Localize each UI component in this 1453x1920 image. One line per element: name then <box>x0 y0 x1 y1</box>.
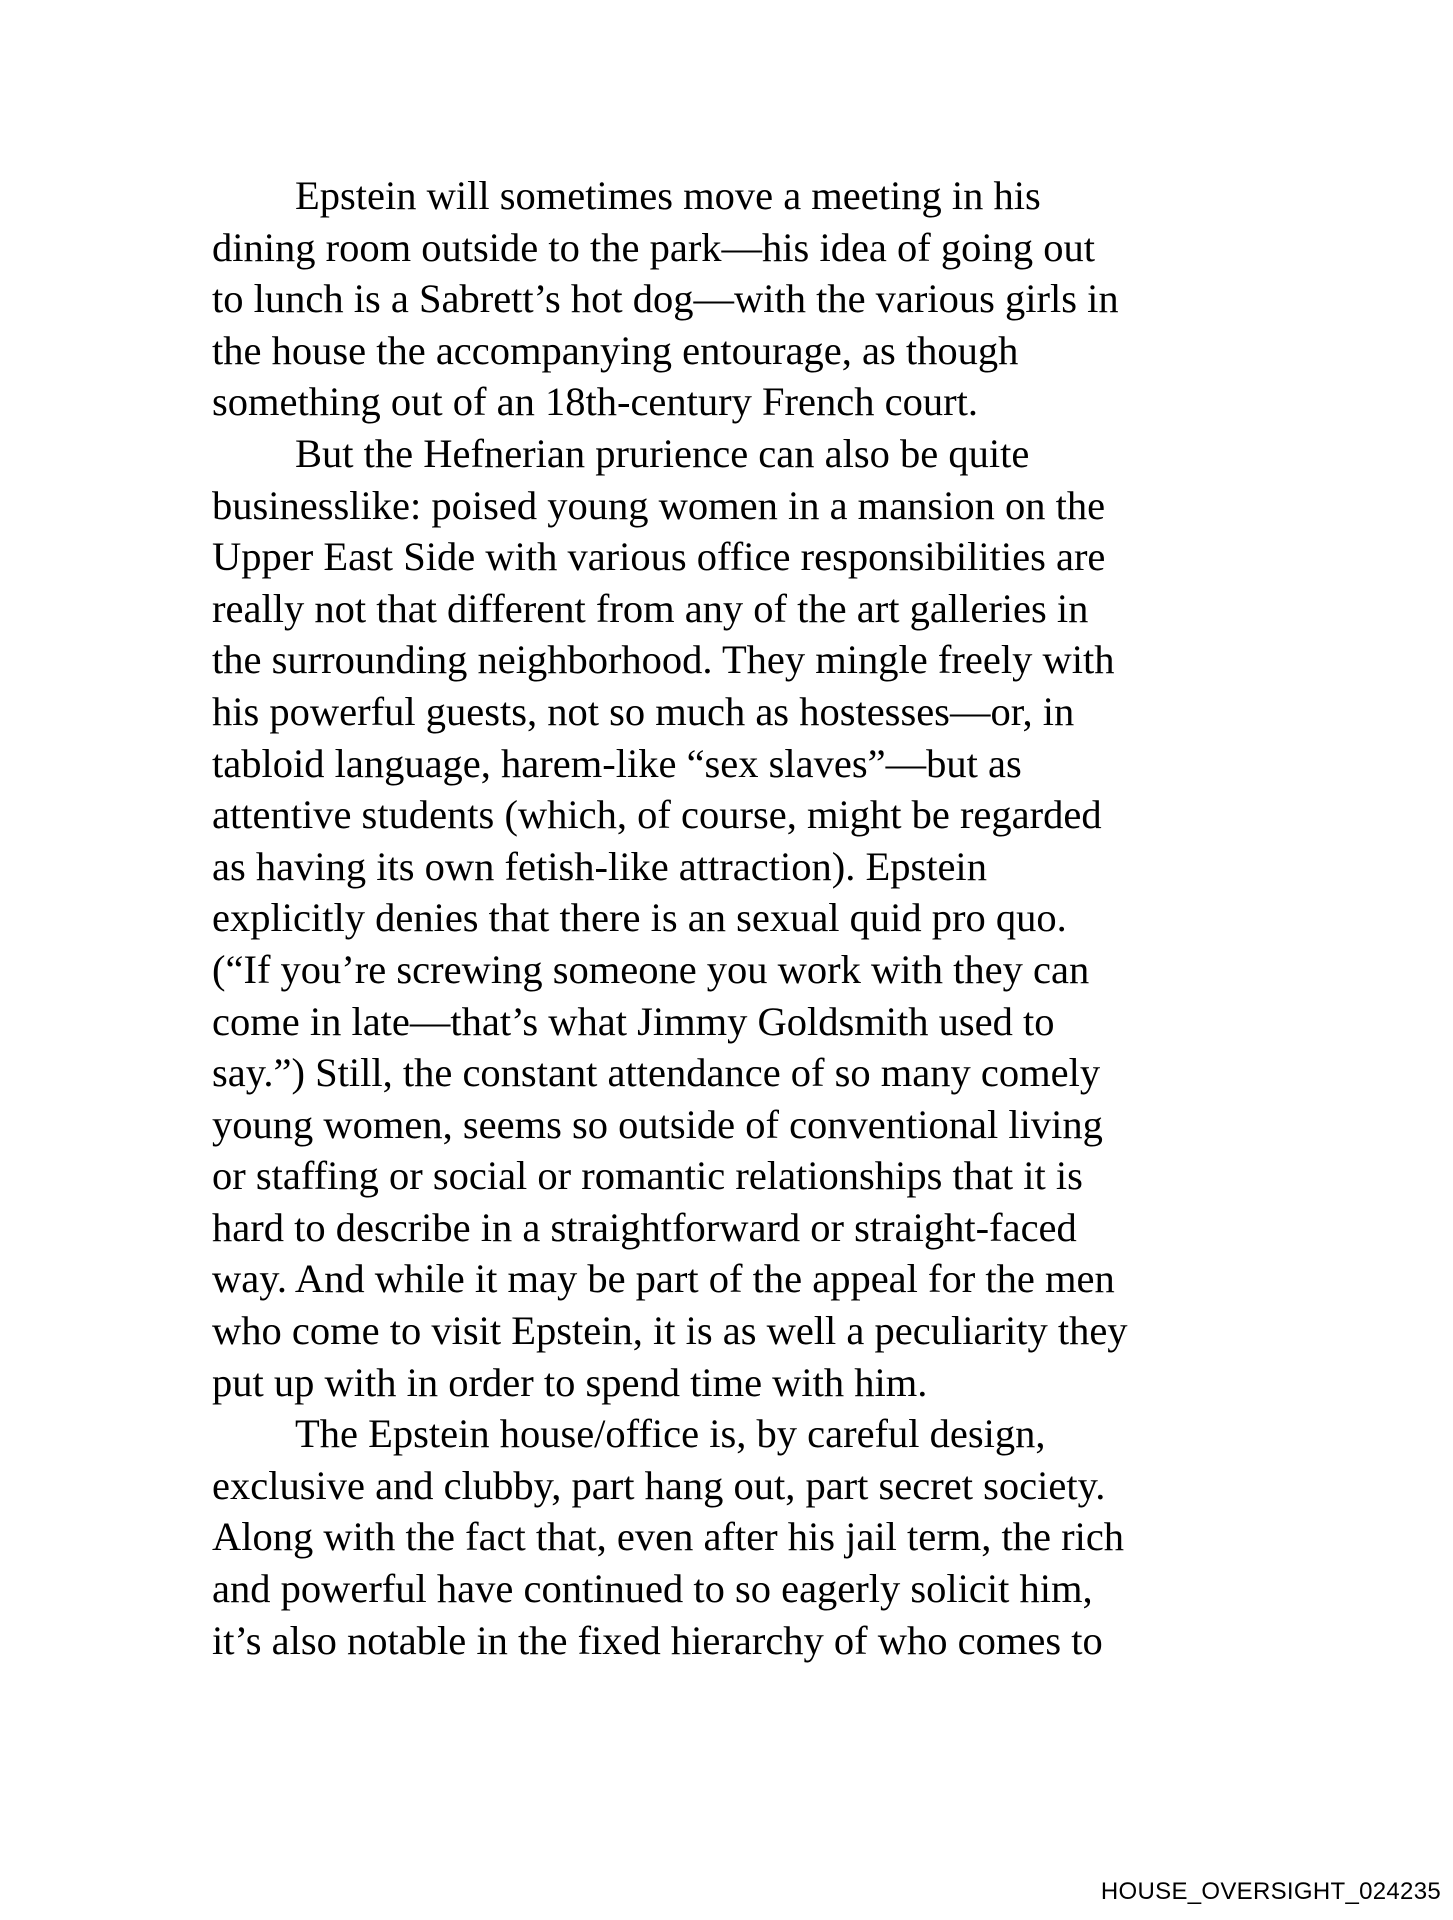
text-line: to lunch is a Sabrett’s hot dog—with the various girls in <box>212 276 1119 322</box>
paragraph <box>212 1408 1252 1666</box>
text-line: exclusive and clubby, part hang out, part secret society. <box>212 1462 1106 1508</box>
text-line: put up with in order to spend time with him. <box>212 1359 928 1405</box>
text-line: (“If you’re screwing someone you work with they can <box>212 946 1090 992</box>
text-line: way. And while it may be part of the appeal for the men <box>212 1256 1115 1302</box>
text-line: dining room outside to the park—his idea of going out <box>212 224 1096 270</box>
text-line: really not that different from any of the art galleries in <box>212 585 1089 631</box>
text-line: hard to describe in a straightforward or straight-faced <box>212 1204 1077 1250</box>
text-line: or staffing or social or romantic relationships that it is <box>212 1153 1083 1199</box>
text-line: the surrounding neighborhood. They mingle freely with <box>212 637 1115 683</box>
text-line: and powerful have continued to so eagerly solicit him, <box>212 1566 1093 1612</box>
text-line: come in late—that’s what Jimmy Goldsmith used to <box>212 998 1055 1044</box>
text-line: young women, seems so outside of conventional living <box>212 1101 1103 1147</box>
text-line: it’s also notable in the fixed hierarchy of who comes to <box>212 1617 1103 1663</box>
text-line: who come to visit Epstein, it is as well a peculiarity they <box>212 1308 1128 1354</box>
text-line: the house the accompanying entourage, as though <box>212 327 1019 373</box>
text-line: explicitly denies that there is an sexual quid pro quo. <box>212 895 1067 941</box>
text-line: tabloid language, harem-like “sex slaves”—but as <box>212 740 1022 786</box>
text-line: businesslike: poised young women in a mansion on the <box>212 482 1106 528</box>
text-line: Upper East Side with various office responsibilities are <box>212 534 1106 580</box>
document-id-stamp: HOUSE_OVERSIGHT_024235 <box>1100 1878 1441 1905</box>
paragraph <box>212 428 1252 1408</box>
text-line: say.”) Still, the constant attendance of so many comely <box>212 1050 1101 1096</box>
text-line: Along with the fact that, even after his jail term, the rich <box>212 1514 1125 1560</box>
text-line: The Epstein house/office is, by careful design, <box>295 1411 1046 1457</box>
text-line: something out of an 18th-century French court. <box>212 379 978 425</box>
text-line: as having its own fetish-like attraction). Epstein <box>212 843 987 889</box>
text-line: his powerful guests, not so much as hostesses—or, in <box>212 688 1075 734</box>
text-line: attentive students (which, of course, might be regarded <box>212 792 1102 838</box>
text-line: Epstein will sometimes move a meeting in his <box>295 173 1041 218</box>
paragraph <box>212 170 1252 428</box>
text-line: But the Hefnerian prurience can also be quite <box>295 430 1030 476</box>
body-text <box>212 170 1252 1666</box>
